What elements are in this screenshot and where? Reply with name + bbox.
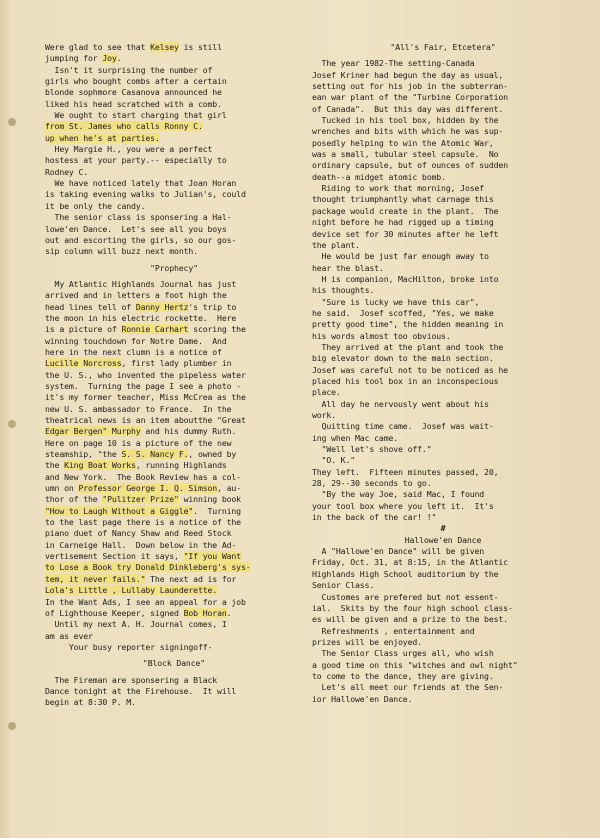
text-line: a good time on this "witches and owl night" (312, 659, 518, 670)
text-line: in Carneige Hall. Down below in the Ad- (45, 539, 237, 550)
text-line: A "Hallowe'en Dance" will be given (312, 546, 485, 557)
binder-hole-middle (8, 420, 16, 428)
text-line: is taking evening walks to Julian's, could (45, 189, 246, 200)
binder-holes (4, 0, 22, 838)
highlighted-text: King Boat Works (64, 460, 136, 471)
highlighted-text: Ronnie Carhart (121, 324, 189, 335)
text-line: "Sure is lucky we have this car", (312, 296, 480, 307)
text-line (45, 133, 303, 144)
text-line: begin at 8:30 P. M. (45, 697, 136, 708)
text-line: Senior Class. (312, 580, 375, 591)
text-line: piano duet of Nancy Shaw and Reed Stock (45, 528, 232, 539)
text-line: it be only the candy. (45, 200, 146, 211)
text-line: and New York. The Book Review has a col- (45, 471, 241, 482)
text-line: wrenches and bits with which he was sup- (312, 126, 504, 137)
text-line: Quitting time came. Josef was wait- (312, 421, 494, 432)
text-line: Let's all meet our friends at the Sen- (312, 682, 504, 693)
highlighted-text: up when he's at parties. (45, 132, 160, 143)
text-line: Rodney C. (45, 166, 89, 177)
text-line: is a picture of Ronnie Carhart scoring the (45, 324, 246, 335)
text-line: winning touchdown for Notre Dame. And (45, 335, 227, 346)
text-line: girls who bought combs after a certain (45, 76, 227, 87)
text-line: Josef Kriner had begun the day as usual, (312, 69, 504, 80)
text-line: system. Turning the page I see a photo - (45, 380, 241, 391)
text-line: the King Boat Works, running Highlands (45, 460, 227, 471)
text-line: They left. Fifteen minutes passed, 20, (312, 466, 499, 477)
text-line: arrived and in letters a foot high the (45, 290, 227, 301)
text-line: new U. S. ambassador to France. In the (45, 403, 232, 414)
text-line: placed his tool box in an inconspecious (312, 375, 499, 386)
text-line: work. (312, 410, 336, 420)
text-line: it's my former teacher, Miss McCrea as the (45, 392, 246, 403)
text-line: Until my next A. H. Journal comes, I (45, 619, 227, 630)
text-line (45, 121, 303, 132)
text-line: here in the next clumn is a notice of (45, 346, 222, 357)
left-column (45, 42, 303, 709)
text-line: ior Hallowe'en Dance. (312, 693, 413, 704)
highlighted-text: Danny Hertz (135, 301, 189, 312)
text-line: package would create in the plant. The (312, 205, 499, 216)
text-line: blonde sophmore Casanova announced he (45, 87, 222, 98)
text-line: The Fireman are sponsering a Black (45, 674, 218, 685)
text-line: Customes are prefered but not essent- (312, 591, 499, 602)
text-line: of Canada". But this day was different. (312, 103, 504, 114)
text-line: your tool box where you left it. It's (312, 500, 494, 511)
highlighted-text: S. S. Nancy F. (121, 449, 189, 460)
text-line: Friday, Oct. 31, at 8:15, in the Atlantic (312, 557, 508, 568)
text-line: out and escorting the girls, so our gos- (45, 234, 237, 245)
text-line: hostess at your party.-- especially to (45, 155, 227, 166)
text-line: theatrical news is an item aboutthe "Great (45, 415, 246, 425)
text-line: In the Want Ads, I see an appeal for a job (45, 596, 246, 607)
text-line: setting out for his job in the subterran- (312, 81, 508, 92)
text-line: "Well let's shove off." (312, 444, 432, 455)
text-line: All day he nervously went about his (312, 398, 489, 409)
article-heading: # (440, 523, 446, 534)
text-line: of Lighthouse Keeper, signed Bob Horan. (45, 607, 232, 618)
text-line: Lucille Norcross, first lady plumber in (45, 358, 232, 369)
binder-hole-top (8, 118, 16, 126)
text-line: We have noticed lately that Joan Horan (45, 178, 237, 189)
text-line: thought triumphantly what carnage this (312, 194, 494, 205)
article-heading: Hallowe'en Dance (404, 534, 482, 545)
text-line: night before he had rigged up a timing (312, 217, 494, 228)
text-line: sip column will buzz next month. (45, 246, 198, 257)
text-line: Hey Margie H., you were a perfect (45, 144, 213, 155)
highlighted-text: Joy (102, 53, 117, 64)
text-line: My Atlantic Highlands Journal has just (45, 278, 237, 289)
highlighted-text: Professor George I. Q. Simson (78, 483, 218, 494)
highlighted-text: Lola's Little , Lullaby Launderette. (45, 585, 218, 596)
text-line: "By the way Joe, said Mac, I found (312, 489, 485, 500)
highlighted-text: from St. James who calls Ronny C. (45, 121, 203, 132)
text-line: We ought to start charging that girl (45, 110, 227, 121)
text-line: Riding to work that morning, Josef (312, 183, 485, 194)
article-heading: "Block Dance" (142, 658, 206, 669)
text-line: place. (312, 387, 341, 398)
text-line: steamship, "the S. S. Nancy F., owned by (45, 449, 237, 460)
text-line: the U. S., who invented the pipeless water (45, 369, 246, 380)
text-line: his words almost too obvious. (312, 330, 451, 341)
text-line: liked his head scratched with a comb. (45, 98, 222, 109)
text-line: Were glad to see that Kelsey is still (45, 42, 222, 52)
text-line: vertisement Section it says, "If you Want (45, 551, 241, 562)
text-line: "O. K." (312, 455, 356, 466)
text-line: The year 1982-The setting-Canada (312, 58, 475, 69)
text-line: to come to the dance, they are giving. (312, 670, 494, 681)
highlighted-text: to Lose a Book try Donald Dinkleberg's sys- (45, 562, 251, 573)
text-line: Tucked in his tool box, hidden by the (312, 115, 499, 126)
text-line: ial. Skits by the four high school class- (312, 602, 513, 613)
highlighted-text: Lucille Norcross (45, 358, 122, 369)
highlighted-text: Edgar Bergen" Murphy (45, 426, 141, 437)
highlighted-text: "Pulitzer Prize" (102, 494, 179, 505)
highlighted-text: tem, it never fails." (45, 573, 146, 584)
text-line: prizes will be enjoyed. (312, 636, 422, 647)
text-line: posedly helping to win the Atomic War, (312, 137, 494, 148)
text-line: Here on page 10 is a picture of the new (45, 437, 232, 448)
text-line: head lines tell of Danny Hertz's trip to (45, 301, 237, 312)
text-line: jumping for Joy. (45, 53, 122, 64)
text-line: device set for 30 minutes after he left (312, 228, 499, 239)
highlighted-text: Bob Horan (183, 607, 227, 618)
text-line: Josef was careful not to be noticed as he (312, 364, 508, 375)
text-line: Isn't it surprising the number of (45, 64, 213, 75)
text-line (45, 562, 303, 573)
text-line: the plant. (312, 239, 360, 250)
text-line: am as ever (45, 630, 93, 641)
text-line: He would be just far enough away to (312, 251, 489, 262)
text-line: Edgar Bergen" Murphy and his dummy Ruth. (45, 426, 237, 437)
text-line (45, 585, 303, 596)
text-line: They arrived at the plant and took the (312, 341, 504, 352)
text-line: in the back of the car! !" (312, 512, 437, 523)
highlighted-text: "How to Laugh Without a Giggle" (45, 505, 194, 516)
text-line: umn on Professor George I. Q. Simson, au- (45, 483, 241, 494)
text-line: thor of the "Pulitzer Prize" winning book (45, 494, 241, 505)
text-line: ing when Mac came. (312, 432, 399, 443)
text-line: pretty good time", the hidden meaning in (312, 319, 504, 330)
text-line: was a small, tubular steel capsule. No (312, 149, 499, 160)
text-line: Your busy reporter signingoff- (45, 641, 213, 652)
text-line: Dance tonight at the Firehouse. It will (45, 685, 237, 696)
text-line: "How to Laugh Without a Giggle". Turning (45, 505, 241, 516)
text-line: Refreshments , entertainment and (312, 625, 475, 636)
text-line: the moon in his electric rockette. Here (45, 312, 237, 323)
text-line: he said. Josef scoffed, "Yes, we make (312, 307, 494, 318)
text-line: 28, 29--30 seconds to go. (312, 478, 432, 489)
highlighted-text: Kelsey (150, 42, 179, 52)
text-line: his thoughts. (312, 285, 375, 296)
text-line: big elevator down to the main section. (312, 353, 494, 364)
text-line: death--a midget atomic bomb. (312, 171, 446, 182)
text-line: hear the blast. (312, 262, 384, 273)
text-line: ean war plant of the "Turbine Corporation (312, 92, 508, 103)
text-line: The senior class is sponsering a Hal- (45, 212, 232, 223)
text-line: H is companion, MacHilton, broke into (312, 273, 499, 284)
text-line: tem, it never fails." The next ad is for (45, 573, 237, 584)
text-line: lowe'en Dance. Let's see all you boys (45, 223, 227, 234)
text-line: es will be given and a prize to the best. (312, 614, 508, 625)
article-heading: "Prophecy" (150, 262, 198, 273)
text-line: Highlands High School auditorium by the (312, 568, 499, 579)
text-line: to the last page there is a notice of the (45, 517, 241, 528)
text-line: The Senior Class urges all, who wish (312, 648, 494, 659)
article-heading: "All's Fair, Etcetera" (390, 42, 496, 52)
right-column (312, 42, 574, 705)
text-line: ordinary capsule, but of ounces of sudden (312, 160, 508, 171)
binder-hole-bottom (8, 722, 16, 730)
highlighted-text: "If you Want (183, 551, 241, 562)
